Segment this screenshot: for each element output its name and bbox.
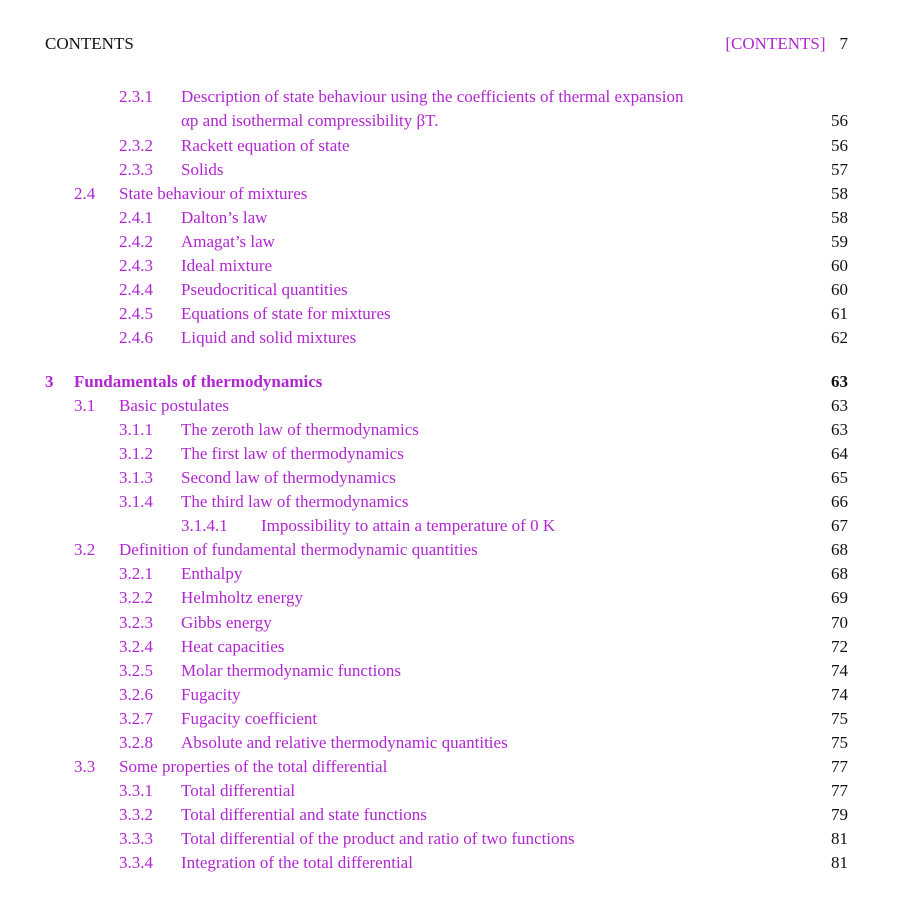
entry-number: 3.3.3 xyxy=(119,829,153,848)
toc-entry[interactable] xyxy=(0,514,898,538)
page-number: 81 xyxy=(831,853,848,872)
chapter-title: Fundamentals of thermodynamics xyxy=(74,370,328,394)
toc-entry[interactable] xyxy=(0,278,898,302)
entry-title: Integration of the total differential xyxy=(181,851,419,875)
entry-title: The third law of thermodynamics xyxy=(181,490,415,514)
entry-number: 3.2.6 xyxy=(119,685,153,704)
entry-number: 3.1.1 xyxy=(119,420,153,439)
entry-number: 3.2.2 xyxy=(119,588,153,607)
page-number: 66 xyxy=(831,492,848,511)
entry-number: 2.4.3 xyxy=(119,256,153,275)
page-number: 77 xyxy=(831,757,848,776)
page-number: 63 xyxy=(831,420,848,439)
entry-number: 3.2.1 xyxy=(119,564,153,583)
entry-title: Some properties of the total differential xyxy=(119,755,393,779)
entry-title: Gibbs energy xyxy=(181,611,278,635)
toc-entry[interactable] xyxy=(0,418,898,442)
toc-entry[interactable] xyxy=(0,827,898,851)
toc-entry[interactable] xyxy=(0,206,898,230)
entry-number: 3.2.4 xyxy=(119,637,153,656)
page-number: 67 xyxy=(831,516,848,535)
entry-title: Impossibility to attain a temperature of 0 K xyxy=(261,514,561,538)
entry-number: 3.2.5 xyxy=(119,661,153,680)
entry-title: Heat capacities xyxy=(181,635,290,659)
page-number: 68 xyxy=(831,540,848,559)
entry-title: Total differential of the product and ratio of two functions xyxy=(181,827,581,851)
entry-number: 3.1.4.1 xyxy=(181,516,228,535)
entry-title: Total differential and state functions xyxy=(181,803,433,827)
entry-number: 3.3.4 xyxy=(119,853,153,872)
toc-entry[interactable] xyxy=(0,442,898,466)
page-number: 75 xyxy=(831,733,848,752)
entry-title: Enthalpy xyxy=(181,562,248,586)
contents-link[interactable]: [CONTENTS] xyxy=(725,34,826,53)
toc-entry[interactable] xyxy=(0,326,898,350)
toc-entry[interactable] xyxy=(0,707,898,731)
entry-number: 3.2.8 xyxy=(119,733,153,752)
entry-title: Equations of state for mixtures xyxy=(181,302,397,326)
toc-entry[interactable] xyxy=(0,158,898,182)
page-number: 59 xyxy=(831,232,848,251)
page-number: 64 xyxy=(831,444,848,463)
page-number: 79 xyxy=(831,805,848,824)
page-number: 74 xyxy=(831,685,848,704)
toc-entry[interactable] xyxy=(0,490,898,514)
entry-number: 2.4.2 xyxy=(119,232,153,251)
entry-number: 3.1.2 xyxy=(119,444,153,463)
entry-title: The zeroth law of thermodynamics xyxy=(181,418,425,442)
entry-number: 2.4.1 xyxy=(119,208,153,227)
page-number: 56 xyxy=(831,111,848,130)
entry-title: αp and isothermal compressibility βT. xyxy=(181,109,445,133)
toc-entry[interactable] xyxy=(0,230,898,254)
entry-title: Basic postulates xyxy=(119,394,235,418)
entry-title: Description of state behaviour using the coefficients of thermal expansion xyxy=(181,85,689,109)
entry-title: Liquid and solid mixtures xyxy=(181,326,362,350)
page-number: 58 xyxy=(831,184,848,203)
entry-number: 3.3 xyxy=(74,757,96,776)
entry-title: Molar thermodynamic functions xyxy=(181,659,407,683)
page-number: 56 xyxy=(831,136,848,155)
entry-number: 3.2.3 xyxy=(119,613,153,632)
toc-entry[interactable] xyxy=(0,394,898,418)
entry-title: Dalton’s law xyxy=(181,206,273,230)
toc-entry[interactable] xyxy=(0,562,898,586)
toc-entry[interactable] xyxy=(0,755,898,779)
entry-number: 2.4.6 xyxy=(119,328,153,347)
entry-number: 3.1 xyxy=(74,396,96,415)
entry-number: 2.4 xyxy=(74,184,96,203)
page-number: 75 xyxy=(831,709,848,728)
entry-title: Pseudocritical quantities xyxy=(181,278,354,302)
toc-entry[interactable] xyxy=(0,803,898,827)
entry-title: Total differential xyxy=(181,779,301,803)
page-number: 58 xyxy=(831,208,848,227)
entry-number: 3.1.3 xyxy=(119,468,153,487)
page-number: 57 xyxy=(831,160,848,179)
entry-number: 3.2 xyxy=(74,540,96,559)
entry-number: 2.3.2 xyxy=(119,136,153,155)
toc-entry[interactable] xyxy=(0,254,898,278)
entry-number: 2.3.3 xyxy=(119,160,153,179)
entry-title: Rackett equation of state xyxy=(181,134,356,158)
page-number: 62 xyxy=(831,328,848,347)
toc-entry[interactable] xyxy=(0,779,898,803)
entry-title: Ideal mixture xyxy=(181,254,278,278)
chapter-number: 3 xyxy=(45,372,54,391)
toc-entry[interactable] xyxy=(0,683,898,707)
entry-number: 3.3.2 xyxy=(119,805,153,824)
entry-title: Solids xyxy=(181,158,230,182)
entry-number: 3.1.4 xyxy=(119,492,153,511)
entry-title: Absolute and relative thermodynamic quantities xyxy=(181,731,514,755)
page-number: 60 xyxy=(831,280,848,299)
header-title: CONTENTS xyxy=(45,34,134,53)
toc-entry-2-3-1-continued[interactable] xyxy=(0,109,898,133)
page-number: 72 xyxy=(831,637,848,656)
page-number: 65 xyxy=(831,468,848,487)
entry-title: Second law of thermodynamics xyxy=(181,466,402,490)
page-number: 69 xyxy=(831,588,848,607)
toc-entry[interactable] xyxy=(0,851,898,875)
toc-entry[interactable] xyxy=(0,182,898,206)
toc-entry[interactable] xyxy=(0,731,898,755)
entry-number: 3.3.1 xyxy=(119,781,153,800)
toc-entry[interactable] xyxy=(0,611,898,635)
toc-entry[interactable] xyxy=(0,659,898,683)
entry-title: Fugacity xyxy=(181,683,247,707)
entry-title: Definition of fundamental thermodynamic quantities xyxy=(119,538,484,562)
entry-title: Amagat’s law xyxy=(181,230,281,254)
page-number: 81 xyxy=(831,829,848,848)
toc-entry[interactable] xyxy=(0,635,898,659)
entry-number: 2.4.5 xyxy=(119,304,153,323)
header-page-number: 7 xyxy=(839,34,848,53)
entry-number: 2.3.1 xyxy=(119,87,153,106)
page-number: 70 xyxy=(831,613,848,632)
toc-entry[interactable] xyxy=(0,134,898,158)
page-number: 68 xyxy=(831,564,848,583)
entry-title: State behaviour of mixtures xyxy=(119,182,313,206)
toc-entry[interactable] xyxy=(0,586,898,610)
toc-entry-2-3-1[interactable] xyxy=(0,85,898,109)
entry-title: Helmholtz energy xyxy=(181,586,309,610)
entry-title: The first law of thermodynamics xyxy=(181,442,410,466)
page-number: 77 xyxy=(831,781,848,800)
entry-number: 3.2.7 xyxy=(119,709,153,728)
page-number: 63 xyxy=(831,396,848,415)
toc-entry[interactable] xyxy=(0,538,898,562)
entry-title: Fugacity coefficient xyxy=(181,707,323,731)
page-number: 63 xyxy=(831,372,848,391)
toc-entry[interactable] xyxy=(0,466,898,490)
toc-entry[interactable] xyxy=(0,302,898,326)
page-number: 60 xyxy=(831,256,848,275)
toc-chapter[interactable] xyxy=(0,370,898,394)
page-number: 61 xyxy=(831,304,848,323)
entry-number: 2.4.4 xyxy=(119,280,153,299)
page-number: 74 xyxy=(831,661,848,680)
